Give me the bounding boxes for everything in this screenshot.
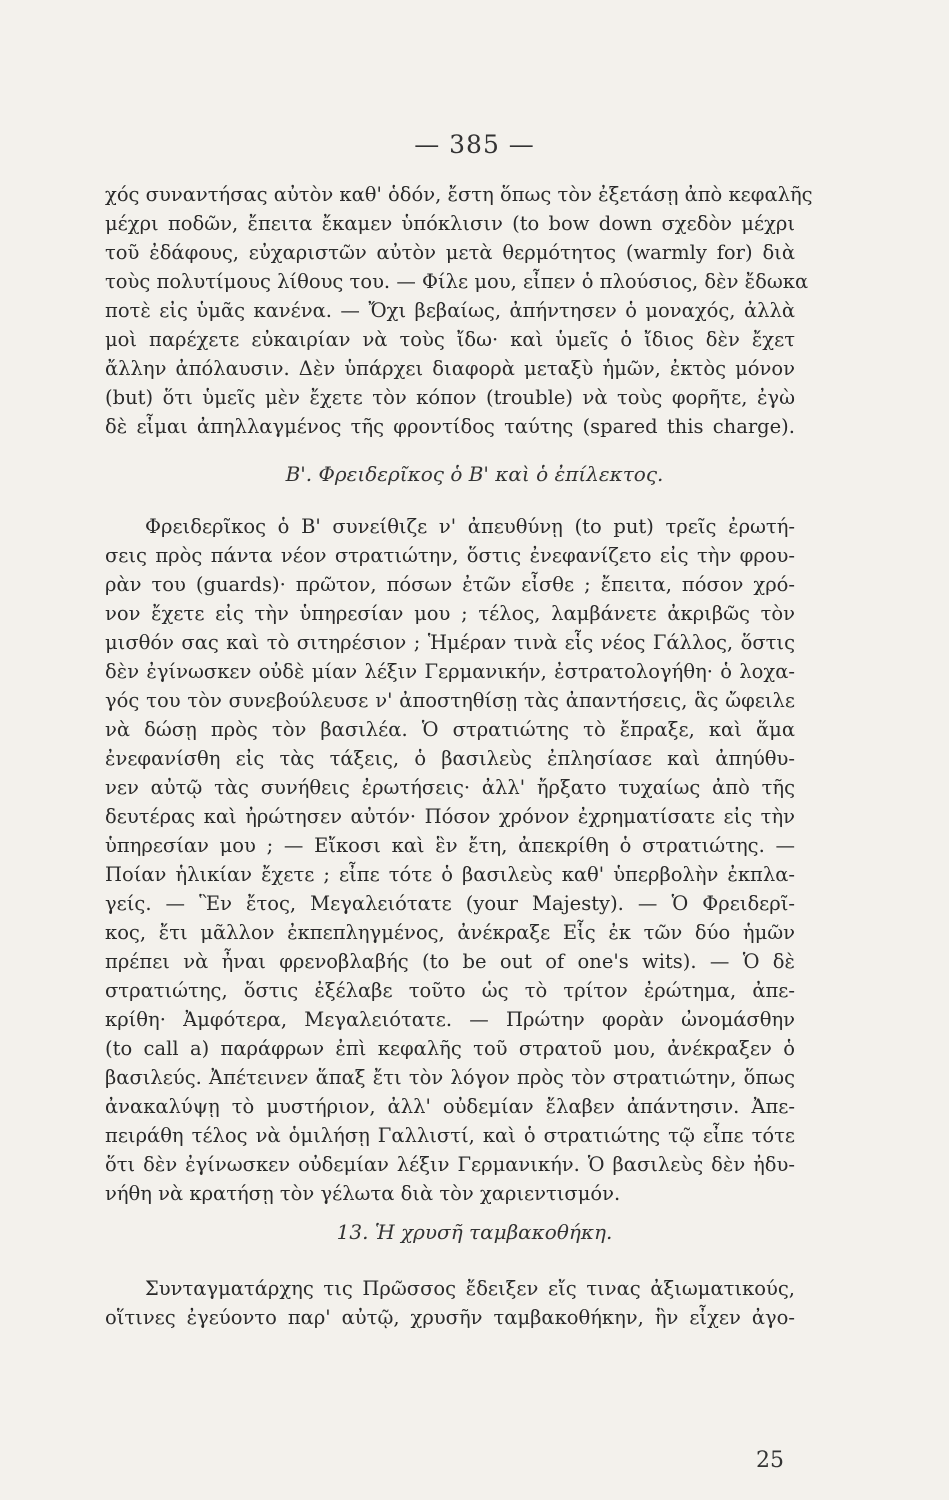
text-line: ἀνακαλύψῃ τὸ μυστήριον, ἀλλ' οὐδεμίαν ἔλαβεν ἀπάντησιν. Ἀπε- [105, 1095, 795, 1118]
section-heading-golden-snuffbox: 13. Ἡ χρυσῆ ταμβακοθήκη. [336, 1220, 613, 1244]
text-line: Συνταγματάρχης τις Πρῶσσος ἔδειξεν εἴς τινας ἀξιωματικούς, [145, 1277, 795, 1300]
sheet-signature: 25 [756, 1448, 784, 1473]
text-line: μισθόν σας καὶ τὸ σιτηρέσιον ; Ἡμέραν τινὰ εἷς νέος Γάλλος, ὅστις [105, 631, 795, 654]
text-line: τοῦ ἐδάφους, εὐχαριστῶν αὐτὸν μετὰ θερμότητος (warmly for) διὰ [105, 241, 795, 264]
text-line: μέχρι ποδῶν, ἔπειτα ἔκαμεν ὑπόκλισιν (to bow down σχεδὸν μέχρι [105, 212, 795, 235]
text-line: ἐνεφανίσθη εἰς τὰς τάξεις, ὁ βασιλεὺς ἐπλησίασε καὶ ἀπηύθυ- [105, 747, 795, 770]
text-line: πειράθη τέλος νὰ ὁμιλήσῃ Γαλλιστί, καὶ ὁ στρατιώτης τῷ εἶπε τότε [105, 1124, 795, 1147]
text-line: γός του τὸν συνεβούλευσε ν' ἀποστηθίσῃ τὰς ἀπαντήσεις, ἃς ὤφειλε [105, 689, 795, 712]
text-line: (but) ὅτι ὑμεῖς μὲν ἔχετε τὸν κόπον (trouble) νὰ τοὺς φορῆτε, ἐγὼ [105, 386, 795, 409]
text-line: (to call a) παράφρων ἐπὶ κεφαλῆς τοῦ στρατοῦ μου, ἀνέκραξεν ὁ [105, 1037, 795, 1060]
text-line: οἵτινες ἐγεύοντο παρ' αὐτῷ, χρυσῆν ταμβακοθήκην, ἣν εἶχεν ἀγο- [105, 1306, 795, 1329]
text-line: ὅτι δὲν ἐγίνωσκεν οὐδεμίαν λέξιν Γερμανικήν. Ὁ βασιλεὺς δὲν ἠδυ- [105, 1153, 795, 1176]
paragraph-snuffbox-start [105, 1274, 795, 1332]
text-line: νεν αὐτῷ τὰς συνήθεις ἐρωτήσεις· ἀλλ' ἤρξατο τυχαίως ἀπὸ τῆς [105, 776, 795, 799]
text-line: δὲν ἐγίνωσκεν οὐδὲ μίαν λέξιν Γερμανικήν, ἐστρατολογήθη· ὁ λοχα- [105, 660, 795, 683]
text-line: ρὰν του (guards)· πρῶτον, πόσων ἐτῶν εἶσθε ; ἔπειτα, πόσον χρό- [105, 573, 795, 596]
text-line: βασιλεύς. Ἀπέτεινεν ἅπαξ ἔτι τὸν λόγον πρὸς τὸν στρατιώτην, ὅπως [105, 1066, 795, 1089]
text-line: στρατιώτης, ὅστις ἐξέλαβε τοῦτο ὡς τὸ τρίτον ἐρώτημα, ἀπε- [105, 979, 795, 1002]
text-line: νήθη νὰ κρατήσῃ τὸν γέλωτα διὰ τὸν χαριεντισμόν. [105, 1182, 621, 1205]
text-line: δευτέρας καὶ ἠρώτησεν αὐτόν· Πόσον χρόνον ἐχρηματίσατε εἰς τὴν [105, 805, 795, 828]
text-line: νον ἔχετε εἰς τὴν ὑπηρεσίαν μου ; τέλος, λαμβάνετε ἀκριβῶς τὸν [105, 602, 795, 625]
text-line: γείς. — Ἓν ἔτος, Μεγαλειότατε (your Majesty). — Ὁ Φρειδερῖ- [105, 892, 795, 915]
text-line: ὑπηρεσίαν μου ; — Εἴκοσι καὶ ἓν ἔτη, ἀπεκρίθη ὁ στρατιώτης. — [105, 834, 795, 857]
paragraph-frederick-story [105, 512, 795, 1208]
text-line: σεις πρὸς πάντα νέον στρατιώτην, ὅστις ἐνεφανίζετο εἰς τὴν φρου- [105, 544, 795, 567]
text-line: ἄλλην ἀπόλαυσιν. Δὲν ὑπάρχει διαφορὰ μεταξὺ ἡμῶν, ἐκτὸς μόνον [105, 357, 795, 380]
text-line: ποτὲ εἰς ὑμᾶς κανένα. — Ὄχι βεβαίως, ἀπήντησεν ὁ μοναχός, ἀλλὰ [105, 299, 795, 322]
text-line: Ποίαν ἡλικίαν ἔχετε ; εἶπε τότε ὁ βασιλεὺς καθ' ὑπερβολὴν ἐκπλα- [105, 863, 795, 886]
page-number: — 385 — [414, 130, 535, 159]
text-line: δὲ εἶμαι ἀπηλλαγμένος τῆς φροντίδος ταύτης (spared this charge). [105, 415, 795, 438]
text-line: Φρειδερῖκος ὁ Β' συνείθιζε ν' ἀπευθύνῃ (to put) τρεῖς ἐρωτή- [145, 515, 795, 538]
text-line: νὰ δώσῃ πρὸς τὸν βασιλέα. Ὁ στρατιώτης τὸ ἔπραξε, καὶ ἅμα [105, 718, 795, 741]
section-heading-frederick: Β'. Φρειδερῖκος ὁ Β' καὶ ὁ ἐπίλεκτος. [285, 462, 664, 486]
text-line: μοὶ παρέχετε εὐκαιρίαν νὰ τοὺς ἴδω· καὶ ὑμεῖς ὁ ἴδιος δὲν ἔχετ [105, 328, 795, 351]
text-line: χός συναντήσας αὐτὸν καθ' ὁδόν, ἔστη ὅπως τὸν ἐξετάσῃ ἀπὸ κεφαλῆς [105, 183, 813, 206]
text-line: κος, ἔτι μᾶλλον ἐκπεπληγμένος, ἀνέκραξε Εἷς ἐκ τῶν δύο ἡμῶν [105, 921, 795, 944]
paragraph-continuation [105, 180, 813, 441]
text-line: τοὺς πολυτίμους λίθους του. — Φίλε μου, εἶπεν ὁ πλούσιος, δὲν ἔδωκα [105, 270, 809, 293]
text-line: κρίθη· Ἀμφότερα, Μεγαλειότατε. — Πρώτην φορὰν ὠνομάσθην [105, 1008, 795, 1031]
text-line: πρέπει νὰ ἦναι φρενοβλαβής (to be out of one's wits). — Ὁ δὲ [105, 950, 795, 973]
